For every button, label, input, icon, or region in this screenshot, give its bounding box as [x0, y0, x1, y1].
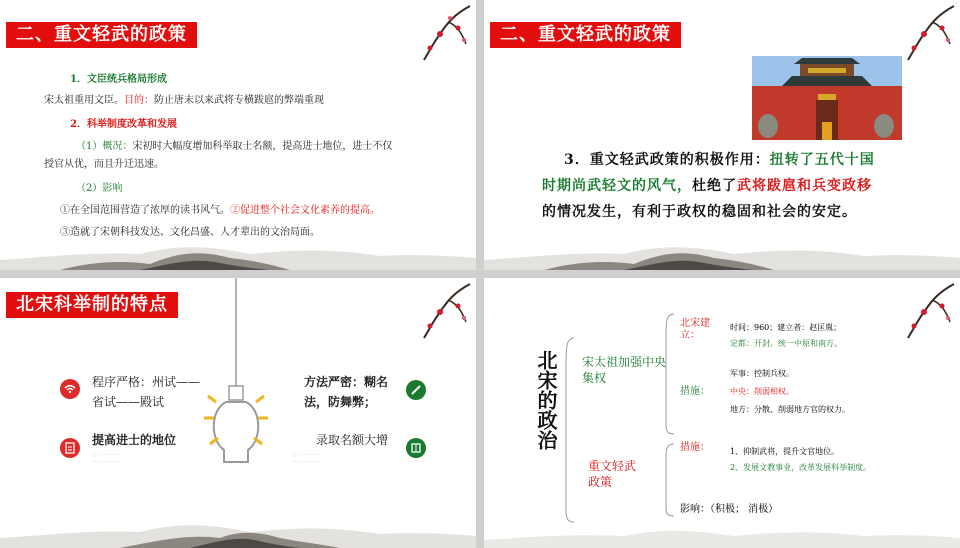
- text-span: 武将跋扈和兵变政移: [737, 178, 872, 194]
- text-line: [564, 146, 875, 174]
- light-bulb-icon: [200, 278, 272, 478]
- vertical-title: 北宋的政治: [534, 350, 558, 450]
- plum-blossom-icon: [884, 4, 956, 64]
- placeholder-text: ··· ··· ··· ··· ··· ··· ··· ··· ··· ···: [292, 452, 323, 465]
- slide-title: 二、重文轻武的政策: [6, 22, 197, 48]
- text-span: ②促进整个社会文化素养的提高。: [230, 205, 380, 216]
- impact-label: （2）影响: [76, 183, 123, 194]
- feature-text: 录取名额大增: [316, 433, 389, 447]
- placeholder-text: ··· ··· ··· ··· ··· ··· ··· ··· ··· ···: [92, 452, 123, 465]
- feature-text: 法，防舞弊；: [304, 395, 377, 409]
- slide-title: 北宋科举制的特点: [6, 292, 178, 318]
- text-line: [76, 140, 392, 153]
- measure-central: 中央：削弱相权。: [730, 387, 794, 396]
- text-span: 3．重文轻武政策的积极作用：: [564, 152, 770, 168]
- mountain-ink-decoration: [0, 230, 476, 270]
- mountain-ink-decoration: [0, 508, 476, 548]
- text-span: ①在全国范围营造了浓厚的读书风气。: [60, 205, 230, 216]
- wifi-icon: [60, 379, 80, 399]
- founding-time: 时间：960；建立者：赵匡胤；: [730, 323, 842, 332]
- slide-2[interactable]: [484, 0, 960, 270]
- measure-military: 军事：控制兵权。: [730, 369, 794, 378]
- branch-1-label: 宋太祖加强中央集权: [582, 355, 667, 385]
- feature-text: 方法严密：糊名: [304, 375, 389, 389]
- founding-label: 北宋建立：: [680, 318, 710, 341]
- book-icon: [406, 438, 426, 458]
- overview-label: （1）概况：: [76, 141, 133, 152]
- text-span: 宋初时大幅度增加科举取士名额，提高进士地位，进士不仅: [132, 141, 393, 152]
- measures-2-label: 措施：: [680, 442, 710, 453]
- measure-2: 2、发展文教事业，改革发展科举制度。: [730, 463, 872, 472]
- slide-1[interactable]: [0, 0, 476, 270]
- slide-4[interactable]: [484, 278, 960, 548]
- measures-label: 措施：: [680, 386, 710, 397]
- slide-title: 二、重文轻武的政策: [490, 22, 681, 48]
- temple-gate-photo: [752, 56, 902, 140]
- slide-3[interactable]: [0, 278, 476, 548]
- feature-text: 程序严格：州试——: [92, 375, 201, 389]
- pencil-icon: [406, 380, 426, 400]
- text-span: 扭转了五代十国: [769, 152, 875, 168]
- heading-1: 1．文臣统兵格局形成: [70, 74, 167, 85]
- plum-blossom-icon: [884, 282, 956, 342]
- measure-1: 1、抑制武将，提升文官地位。: [730, 447, 840, 456]
- influence-text: 影响：（积极； 消极）: [680, 504, 779, 515]
- founding-capital: 定都：开封。统一中原和南方。: [730, 339, 842, 348]
- branch-2-label: 重文轻武政策: [588, 459, 637, 489]
- feature-text: 提高进士的地位: [92, 433, 177, 447]
- measure-local: 地方：分散、削弱地方官的权力。: [730, 405, 850, 414]
- text-span: 防止唐末以来武将专横跋扈的弊端重现: [154, 95, 324, 106]
- text-span: 宋太祖重用文臣。: [44, 95, 124, 106]
- mountain-ink-decoration: [484, 508, 960, 548]
- feature-text: 省试——殿试: [92, 395, 165, 409]
- plum-blossom-icon: [400, 282, 472, 342]
- text-line: 授官从优，而且升迁迅速。: [44, 159, 164, 170]
- heading-2: 2．科举制度改革和发展: [70, 119, 177, 130]
- text-span: 时期尚武轻文的风气，: [542, 178, 692, 194]
- text-line: [542, 172, 872, 200]
- purpose-label: 目的：: [124, 95, 154, 106]
- text-line: ③造就了宋朝科技发达、文化昌盛、人才辈出的文治局面。: [60, 227, 320, 238]
- plum-blossom-icon: [400, 4, 472, 64]
- document-icon: [60, 438, 80, 458]
- text-line: 的情况发生，有利于政权的稳固和社会的安定。: [542, 204, 857, 220]
- text-line: [60, 204, 380, 217]
- text-line: [44, 94, 324, 107]
- mountain-ink-decoration: [484, 230, 960, 270]
- text-span: 杜绝了: [692, 178, 737, 194]
